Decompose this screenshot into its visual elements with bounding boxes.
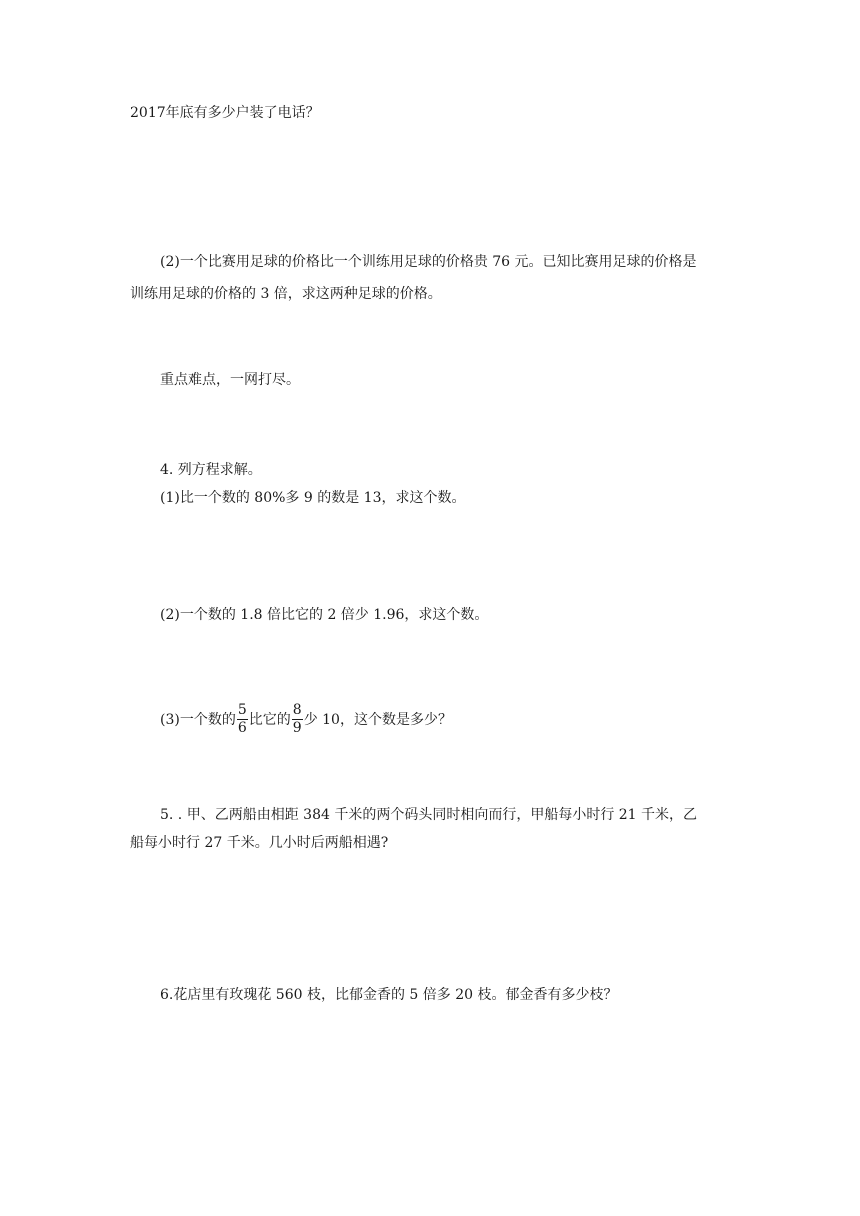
question-4-part-3	[160, 700, 452, 740]
question-6: 6.花店里有玫瑰花 560 枝，比郁金香的 5 倍多 20 枝。郁金香有多少枝？	[160, 987, 618, 1003]
fraction-denominator: 6	[237, 719, 247, 736]
fraction-five-sixths	[237, 702, 248, 737]
section-heading-key-points: 重点难点，一网打尽。	[160, 372, 300, 388]
fraction-eight-ninths	[292, 702, 303, 737]
q4p3-text-3: 少 10，这个数是多少？	[303, 712, 452, 728]
fraction-numerator: 8	[292, 701, 302, 718]
question-4-part-1: (1)比一个数的 80%多 9 的数是 13，求这个数。	[160, 490, 466, 506]
question-4-part-2: (2)一个数的 1.8 倍比它的 2 倍少 1.96，求这个数。	[160, 607, 489, 623]
fraction-numerator: 5	[237, 701, 247, 718]
q4p3-text-2: 比它的	[248, 712, 291, 728]
text-line-phone-question: 2017年底有多少户装了电话？	[130, 105, 320, 121]
question-4-heading: 4. 列方程求解。	[160, 462, 262, 478]
text-line-football-problem-2: 训练用足球的价格的 3 倍，求这两种足球的价格。	[130, 286, 442, 302]
question-5-line-2: 船每小时行 27 千米。几小时后两船相遇?	[130, 835, 389, 851]
fraction-denominator: 9	[292, 719, 302, 736]
text-line-football-problem-1: (2)一个比赛用足球的价格比一个训练用足球的价格贵 76 元。已知比赛用足球的价格是	[160, 254, 697, 270]
q4p3-text-1: (3)一个数的	[160, 712, 236, 728]
question-5-line-1: 5. . 甲、乙两船由相距 384 千米的两个码头同时相向而行，甲船每小时行 21 千米，乙	[160, 807, 698, 823]
